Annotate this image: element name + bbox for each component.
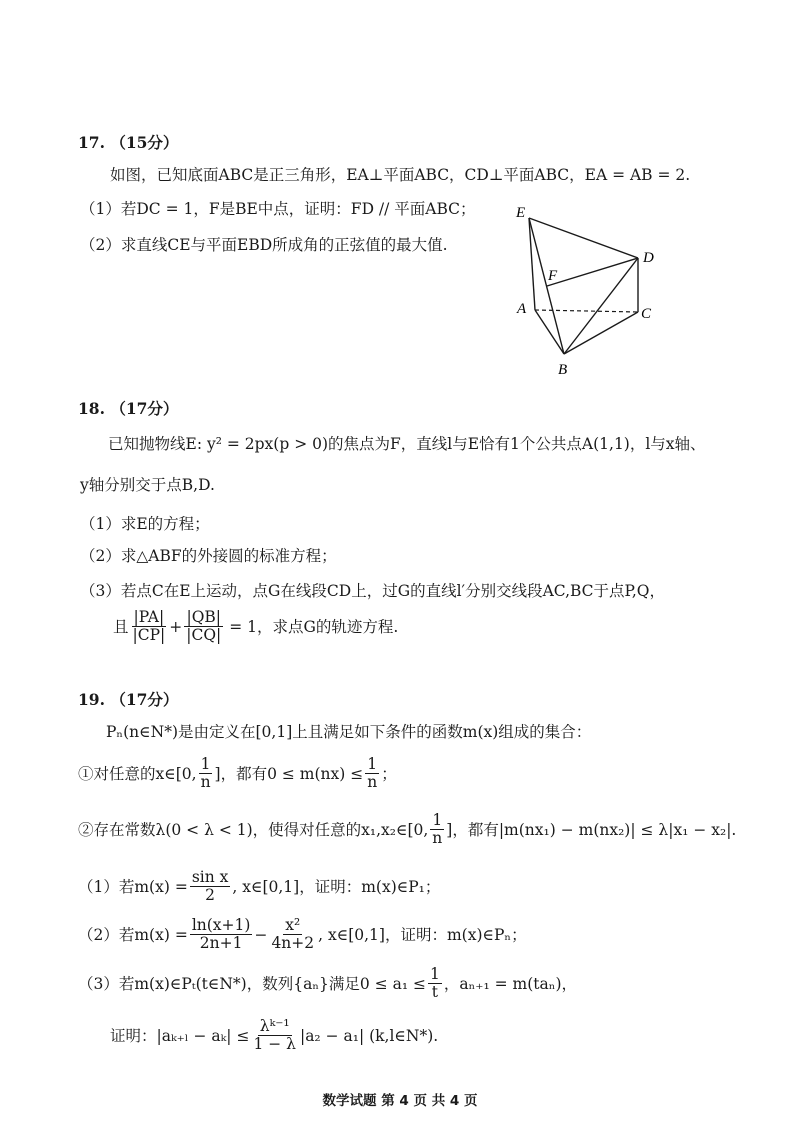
frac-n-den-a: n <box>200 773 211 792</box>
q19-part2-suffix: , x∈[0,1]，证明：m(x)∈Pₙ； <box>318 925 527 944</box>
q19-cond2-suffix: ]，都有|m(nx₁) − m(nx₂)| ≤ λ|x₁ − x₂|. <box>446 820 737 839</box>
label-d: D <box>643 250 654 266</box>
frac-x2-den: 4n+2 <box>271 934 315 953</box>
q19-part2-prefix: （2）若m(x) = <box>78 925 188 944</box>
q19-cond1-mid: ]，都有0 ≤ m(nx) ≤ <box>214 764 364 783</box>
q19-part3 <box>78 966 577 1001</box>
frac-sinx-num: sin x <box>191 868 229 886</box>
q19-part3-proof <box>110 1018 438 1053</box>
frac-lambda <box>251 1018 298 1053</box>
q18-part3-condition <box>113 609 398 644</box>
q19-part1-suffix: , x∈[0,1]，证明：m(x)∈P₁； <box>232 877 441 896</box>
frac-sinx-2 <box>190 869 231 904</box>
q19-part2 <box>78 917 527 952</box>
edge-fd <box>547 258 638 286</box>
q19-condition2 <box>78 812 736 847</box>
frac-1-t <box>428 966 442 1001</box>
edge-ab <box>535 310 564 354</box>
frac-lambda-den: 1 − λ <box>253 1035 296 1054</box>
label-b: B <box>558 362 568 378</box>
label-c: C <box>641 306 652 322</box>
q19-proof-prefix: 证明：|aₖ₊ₗ − aₖ| ≤ <box>110 1026 250 1045</box>
frac-qb-cq <box>184 609 223 644</box>
edge-cb <box>564 312 638 354</box>
edge-eb <box>529 218 564 354</box>
frac-pa-num: |PA| <box>133 608 165 626</box>
frac-ln-num: ln(x+1) <box>191 916 251 934</box>
q19-part3-prefix: （3）若m(x)∈Pₜ(t∈N*)，数列{aₙ}满足0 ≤ a₁ ≤ <box>78 974 426 993</box>
q17-part1: （1）若DC = 1，F是BE中点，证明：FD // 平面ABC； <box>80 200 476 218</box>
frac-1-t-num: 1 <box>429 965 440 983</box>
q17-part2: （2）求直线CE与平面EBD所成角的正弦值的最大值. <box>80 236 448 254</box>
q18-part3: （3）若点C在E上运动，点G在线段CD上，过G的直线l′分别交线段AC,BC于点P,Q， <box>80 582 665 600</box>
q19-part3-suffix: ，aₙ₊₁ = m(taₙ)， <box>443 974 578 993</box>
frac-2-den: 2 <box>205 886 216 905</box>
edge-ac-hidden <box>535 310 638 312</box>
q19-part1-prefix: （1）若m(x) = <box>78 877 188 896</box>
frac-n-den-c: n <box>432 829 443 848</box>
q18-cond-suffix: = 1，求点G的轨迹方程. <box>229 617 399 636</box>
q18-heading: 18. （17分） <box>78 399 179 418</box>
frac-ln <box>190 917 253 952</box>
page-footer: 数学试题 第 4 页 共 4 页 <box>322 1093 478 1109</box>
frac-qb-num: |QB| <box>186 608 222 626</box>
q18-part2: （2）求△ABF的外接圆的标准方程； <box>80 547 337 565</box>
q18-frac-plus: + <box>169 617 183 636</box>
q19-condition1 <box>78 756 397 791</box>
frac-1-num-c: 1 <box>432 811 443 829</box>
q19-cond1-end: ； <box>381 764 397 783</box>
frac-x2-num: x² <box>285 916 301 934</box>
frac-n-den-b: n <box>367 773 378 792</box>
frac-1-n-c <box>430 812 444 847</box>
q17-intro: 如图，已知底面ABC是正三角形，EA⊥平面ABC，CD⊥平面ABC，EA = AB = 2. <box>110 166 691 184</box>
q18-intro-line1: 已知抛物线E: y² = 2px(p > 0)的焦点为F，直线l与E恰有1个公共点A(1,1)，l与x轴、 <box>108 435 706 453</box>
frac-1-num-b: 1 <box>367 755 378 773</box>
q17-heading: 17. （15分） <box>78 133 179 152</box>
frac-ln-den: 2n+1 <box>199 934 243 953</box>
label-a: A <box>517 301 527 317</box>
q18-cond-prefix: 且 <box>113 617 129 636</box>
frac-lambda-num: λᵏ⁻¹ <box>259 1017 290 1035</box>
q19-part2-minus: − <box>254 925 268 944</box>
q19-part1 <box>78 869 440 904</box>
q19-proof-suffix: |a₂ − a₁| (k,l∈N*). <box>299 1026 439 1045</box>
frac-1-n-b <box>365 756 379 791</box>
q18-part1: （1）求E的方程； <box>80 515 210 533</box>
frac-pa-cp <box>131 609 168 644</box>
q19-cond2-prefix: ②存在常数λ(0 < λ < 1)，使得对任意的x₁,x₂∈[0, <box>78 820 429 839</box>
frac-1-n-a <box>199 756 213 791</box>
q18-intro-line2: y轴分别交于点B,D. <box>80 476 215 494</box>
frac-1-num-a: 1 <box>200 755 211 773</box>
label-f: F <box>548 268 558 284</box>
q19-cond1-prefix: ①对任意的x∈[0, <box>78 764 197 783</box>
prism-figure <box>500 200 680 385</box>
label-e: E <box>516 205 526 221</box>
edge-ed <box>529 218 638 258</box>
frac-x2 <box>269 917 316 952</box>
q19-heading: 19. （17分） <box>78 690 179 709</box>
frac-cp-den: |CP| <box>132 626 166 645</box>
frac-cq-den: |CQ| <box>186 626 222 645</box>
edge-db <box>564 258 638 354</box>
frac-t-den: t <box>431 983 439 1002</box>
q19-intro: Pₙ(n∈N*)是由定义在[0,1]上且满足如下条件的函数m(x)组成的集合： <box>106 723 592 741</box>
